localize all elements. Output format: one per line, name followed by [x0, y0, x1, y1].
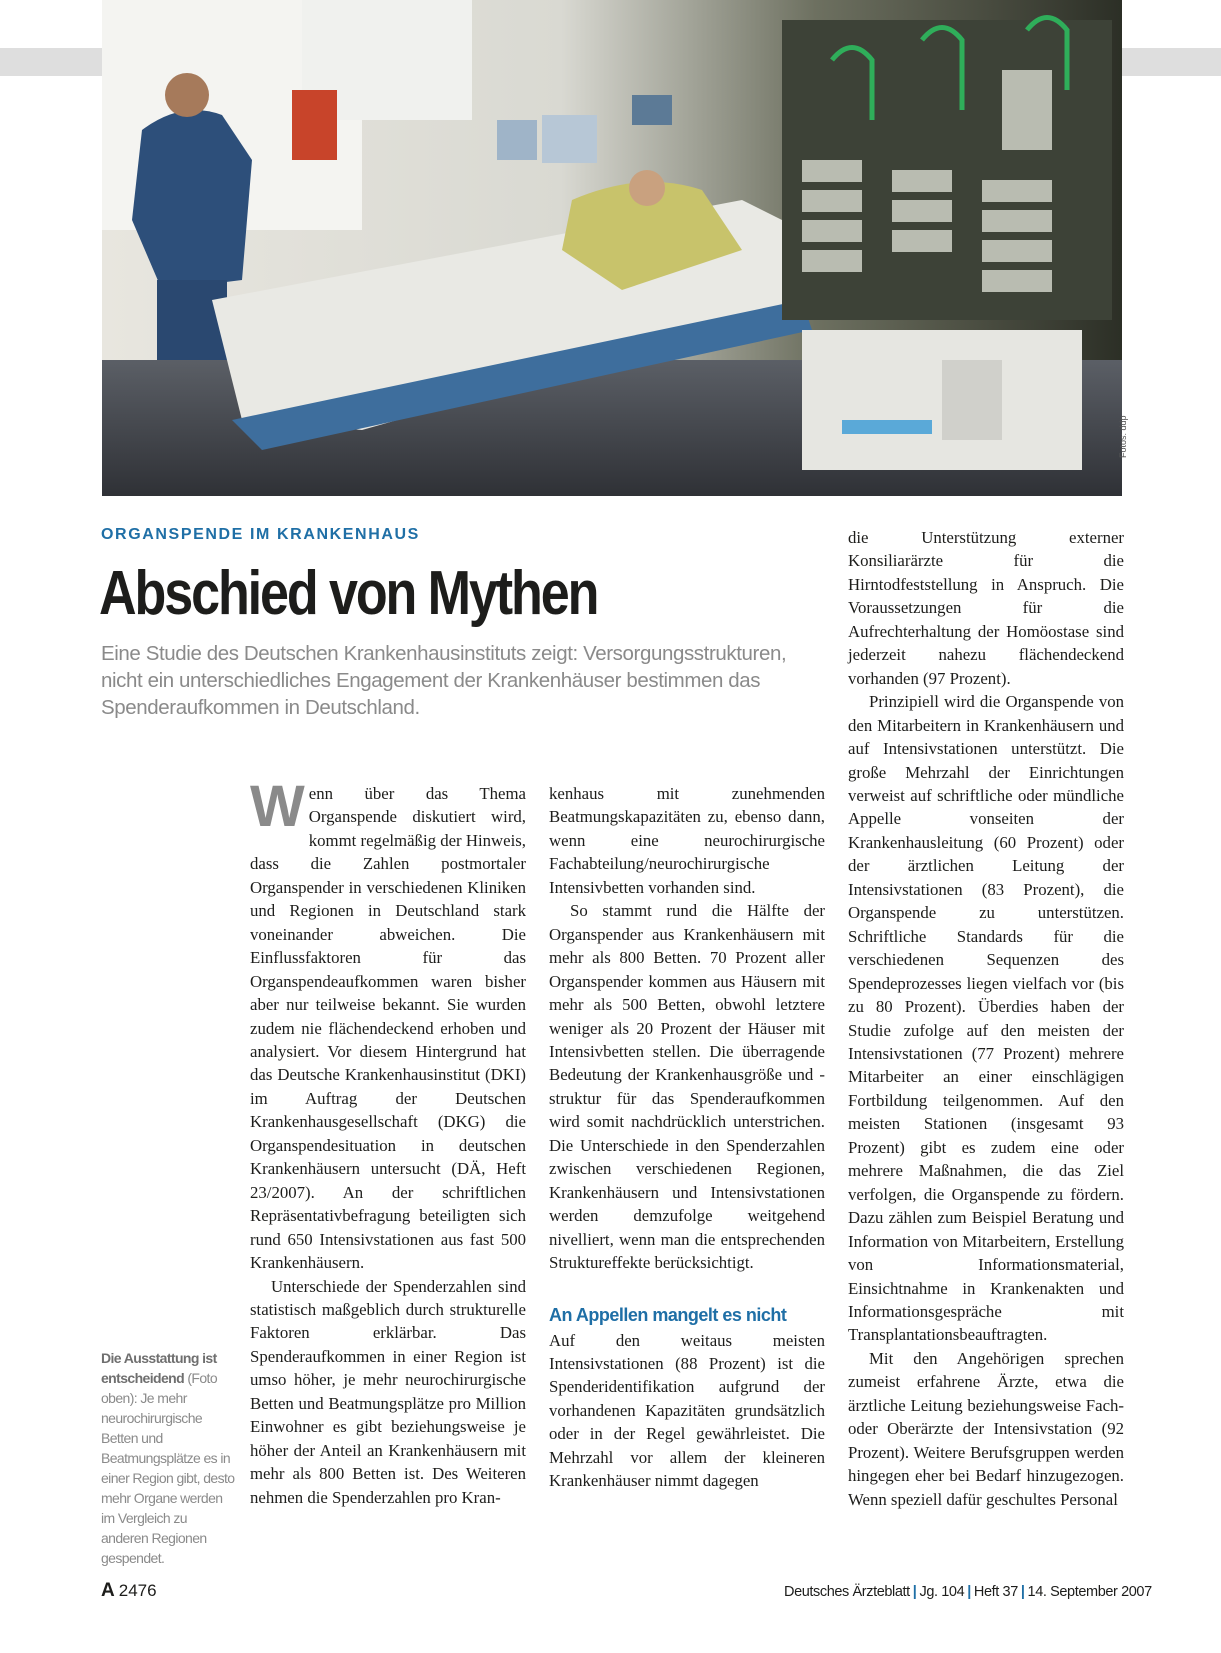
journal-footer — [784, 1584, 1152, 1600]
footer-separator: | — [967, 1584, 971, 1600]
photo-credit: Fotos: ddp — [1118, 415, 1128, 458]
article-lead: Eine Studie des Deutschen Krankenhausinstituts zeigt: Versorgungsstrukturen, nicht ein unterschiedliches Engagement der Krankenhäuser bestimmen das Spenderaufkommen in Deutschland. — [101, 642, 787, 719]
drop-cap: W — [250, 774, 303, 839]
article-column-2 — [549, 782, 825, 1493]
article-kicker: ORGANSPENDE IM KRANKENHAUS — [101, 526, 420, 543]
journal-issue: Heft 37 — [973, 1584, 1018, 1600]
paragraph: Mit den Angehörigen sprechen zumeist erfahrene Ärzte, etwa die ärztliche Leitung beziehungsweise Fach- oder Oberärzte der Intensivstation (92 Prozent). Weitere Berufsgruppen werden hingegen eher bei Bedarf hinzugezogen. Wenn speziell dafür geschultes Personal — [848, 1348, 1124, 1509]
caption-text: (Foto oben): Je mehr neurochirurgische Betten und Beatmungsplätze es in einer Region gibt, desto mehr Organe werden im Vergleich zu anderen Regionen gespendet. — [101, 1370, 235, 1566]
photo-caption — [101, 1348, 236, 1568]
paragraph: kenhaus mit zunehmenden Beatmungskapazitäten zu, ebenso dann, wenn eine neurochirurgische Fachabteilung/neurochirurgische Intensivbetten vorhanden sind. — [549, 784, 825, 897]
page-number — [101, 1580, 157, 1602]
paragraph: So stammt rund die Hälfte der Organspender aus Krankenhäusern mit mehr als 800 Betten. 70 Prozent aller Organspender kommen aus Häusern mit mehr als 500 Betten, obwohl letztere weniger als 20 Prozent der Häuser mit Intensivbetten stellen. Die überragende Bedeutung der Krankenhausgröße und -struktur für das Spenderaufkommen wird somit nachdrücklich unterstrichen. Die Unterschiede in den Spenderzahlen zwischen verschiedenen Regionen, Krankenhäusern und Intensivstationen werden demzufolge weitgehend nivelliert, wenn man die entsprechenden Struktureffekte berücksichtigt. — [549, 901, 825, 1273]
article-headline: Abschied von Mythen — [99, 559, 598, 628]
icu-photo — [102, 0, 1122, 496]
page-number-value: 2476 — [118, 1581, 157, 1600]
footer-separator: | — [1020, 1584, 1025, 1600]
paragraph-text: enn über das Thema Organspende diskutiert wird, kommt regelmäßig der Hinweis, dass die Zahlen postmortaler Organspender in verschiedenen Kliniken und Regionen in Deutschland stark voneinander abweichen. Die Einflussfaktoren für das Organspendeaufkommen waren bisher aber nur teilweise bekannt. Sie wurden zudem nie flächendeckend erhoben und analysiert. Vor diesem Hintergrund hat das Deutsche Krankenhausinstitut (DKI) im Auftrag der Deutschen Krankenhausgesellschaft (DKG) die Organspendesituation in deutschen Krankenhäusern untersucht (DÄ, Heft 23/2007). An der schriftlichen Repräsentativbefragung beteiligten sich rund 650 Intensivstationen aus fast 500 Krankenhäusern. — [250, 784, 526, 1273]
paragraph: Prinzipiell wird die Organspende von den Mitarbeitern in Krankenhäusern und auf Intensivstationen unterstützt. Die große Mehrzahl der Einrichtungen verweist auf schriftliche oder mündliche Appelle vonseiten der Krankenhausleitung (60 Prozent) oder der ärztlichen Leitung der Intensivstationen (83 Prozent), die Organspende zu unterstützen. Schriftliche Standards für die verschiedenen Sequenzen des Spendeprozesses liegen vielfach vor (bis zu 80 Prozent). Überdies haben der Studie zufolge auf den meisten der Intensivstationen (77 Prozent) mehrere Mitarbeiter an einer einschlägigen Fortbildung teilgenommen. Auf den meisten Stationen (insgesamt 93 Prozent) gibt es zudem eine oder mehrere Maßnahmen, die das Ziel verfolgen, die Organspende zu fördern. Dazu zählen zum Beispiel Beratung und Information von Mitarbeitern, Erstellung von Informationsmaterial, Einsichtnahme in Krankenakten und Informationsgespräche mit Transplantationsbeauftragten. — [848, 692, 1124, 1345]
article-column-3 — [848, 526, 1124, 1511]
journal-date: 14. September 2007 — [1027, 1584, 1152, 1600]
article-column-1 — [250, 774, 526, 1509]
paragraph — [250, 774, 526, 1275]
footer-separator: | — [912, 1584, 917, 1600]
caption-bold: Die Ausstattung ist entscheidend — [101, 1350, 217, 1386]
article-subheading: An Appellen mangelt es nicht — [549, 1304, 787, 1325]
icu-photo-illustration — [102, 0, 1122, 496]
decorative-bar-right — [1122, 48, 1221, 76]
paragraph: Unterschiede der Spenderzahlen sind statistisch maßgeblich durch strukturelle Faktoren erklärbar. Das Spenderaufkommen in einer Region ist umso höher, je mehr neurochirurgische Betten und Beatmungsplätze pro Million Einwohner es gibt beziehungsweise je höher der Anteil an Krankenhäusern mit mehr als 800 Betten ist. Des Weiteren nehmen die Spenderzahlen pro Kran- — [250, 1276, 526, 1507]
journal-volume: Jg. 104 — [919, 1584, 965, 1600]
decorative-bar-left — [0, 48, 102, 76]
journal-name: Deutsches Ärzteblatt — [784, 1584, 910, 1600]
paragraph: Auf den weitaus meisten Intensivstationen (88 Prozent) ist die Spenderidentifikation aufgrund der vorhandenen Kapazitäten grundsätzlich oder in der Regel gewährleistet. Die Mehrzahl vor allem der kleineren Krankenhäuser nimmt dagegen — [549, 1330, 825, 1491]
page-prefix: A — [101, 1580, 115, 1601]
paragraph: die Unterstützung externer Konsiliarärzte für die Hirntodfeststellung in Anspruch. Die Voraussetzungen für die Aufrechterhaltung der Homöostase sind jederzeit nahezu flächendeckend vorhanden (97 Prozent). — [848, 528, 1124, 688]
